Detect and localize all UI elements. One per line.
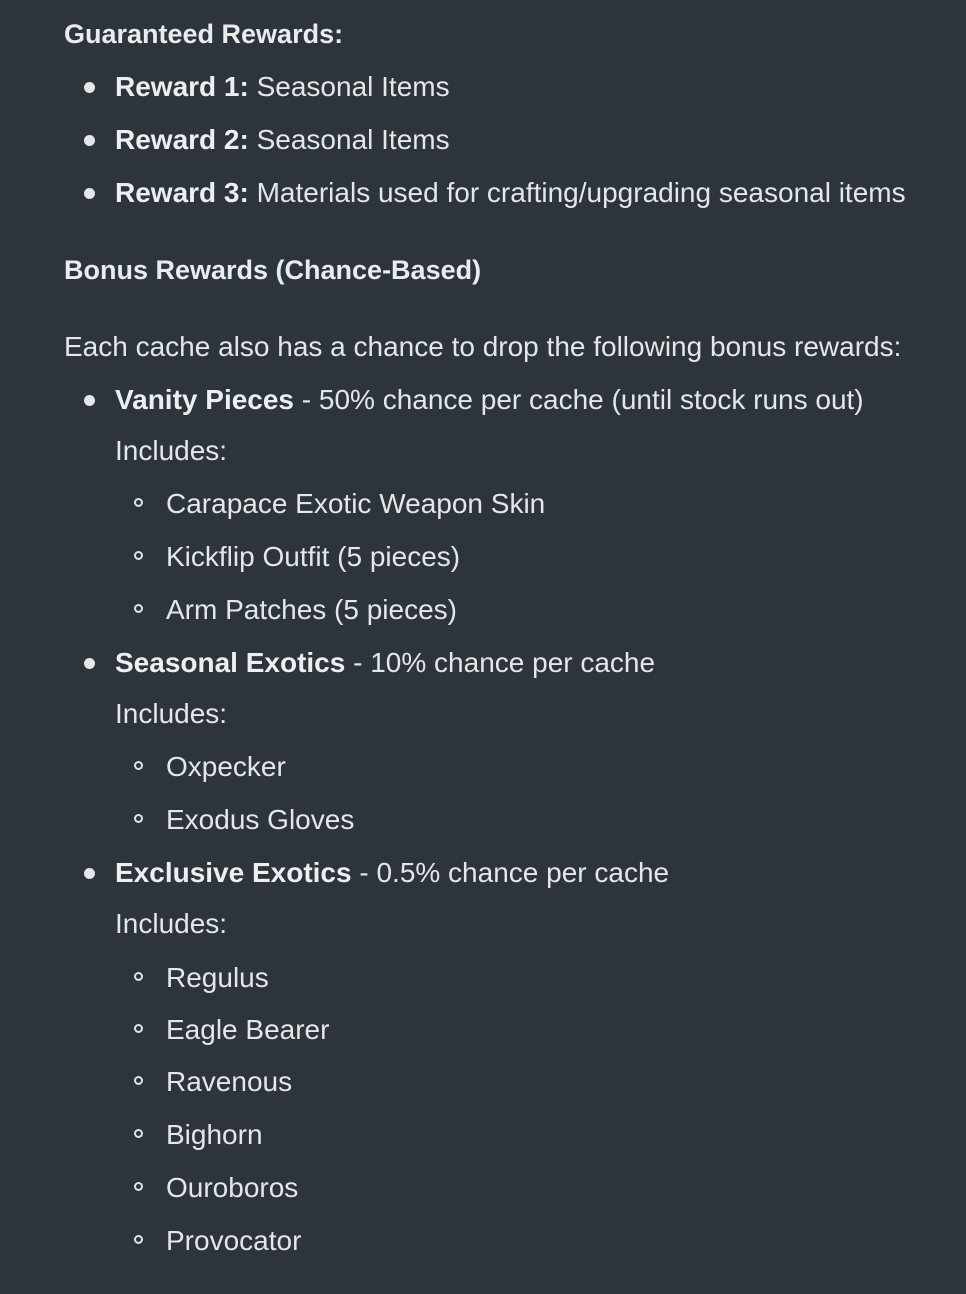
reward-text: Seasonal Items [248,71,450,102]
group-detail: - 0.5% chance per cache [351,857,670,888]
reward-label: Reward 2: [115,124,249,155]
circle-bullet-icon [134,604,143,613]
bonus-intro: Each cache also has a chance to drop the following bonus rewards: [64,331,902,362]
item-name: Regulus [166,962,269,993]
bullet-icon [84,395,95,406]
group-name: Vanity Pieces [115,384,295,415]
reward-text: Seasonal Items [248,124,450,155]
group-detail: - 10% chance per cache [345,647,656,678]
circle-bullet-icon [134,761,143,770]
guaranteed-rewards-heading: Guaranteed Rewards: [64,19,344,49]
circle-bullet-icon [134,1076,143,1085]
item-name: Ouroboros [166,1172,299,1203]
circle-bullet-icon [134,551,143,560]
item-name: Kickflip Outfit (5 pieces) [166,541,461,572]
circle-bullet-icon [134,498,143,507]
circle-bullet-icon [134,972,143,981]
group-name: Exclusive Exotics [115,857,352,888]
includes-label: Includes: [115,698,228,729]
circle-bullet-icon [134,1024,143,1033]
includes-label: Includes: [115,908,228,939]
bullet-icon [84,868,95,879]
item-name: Provocator [166,1225,302,1256]
item-name: Carapace Exotic Weapon Skin [166,488,546,519]
item-name: Arm Patches (5 pieces) [166,594,457,625]
bullet-icon [84,135,95,146]
reward-label: Reward 3: [115,177,249,208]
circle-bullet-icon [134,1235,143,1244]
circle-bullet-icon [134,1182,143,1191]
item-name: Oxpecker [166,751,286,782]
group-name: Seasonal Exotics [115,647,346,678]
item-name: Ravenous [166,1066,293,1097]
item-name: Exodus Gloves [166,804,355,835]
reward-label: Reward 1: [115,71,249,102]
bonus-rewards-heading: Bonus Rewards (Chance-Based) [64,255,482,285]
group-detail: - 50% chance per cache (until stock runs out) [294,384,864,415]
item-name: Bighorn [166,1119,263,1150]
circle-bullet-icon [134,1129,143,1138]
item-name: Eagle Bearer [166,1014,330,1045]
circle-bullet-icon [134,814,143,823]
bullet-icon [84,658,95,669]
bullet-icon [84,188,95,199]
includes-label: Includes: [115,435,228,466]
reward-text: Materials used for crafting/upgrading seasonal items [248,177,906,208]
bullet-icon [84,82,95,93]
